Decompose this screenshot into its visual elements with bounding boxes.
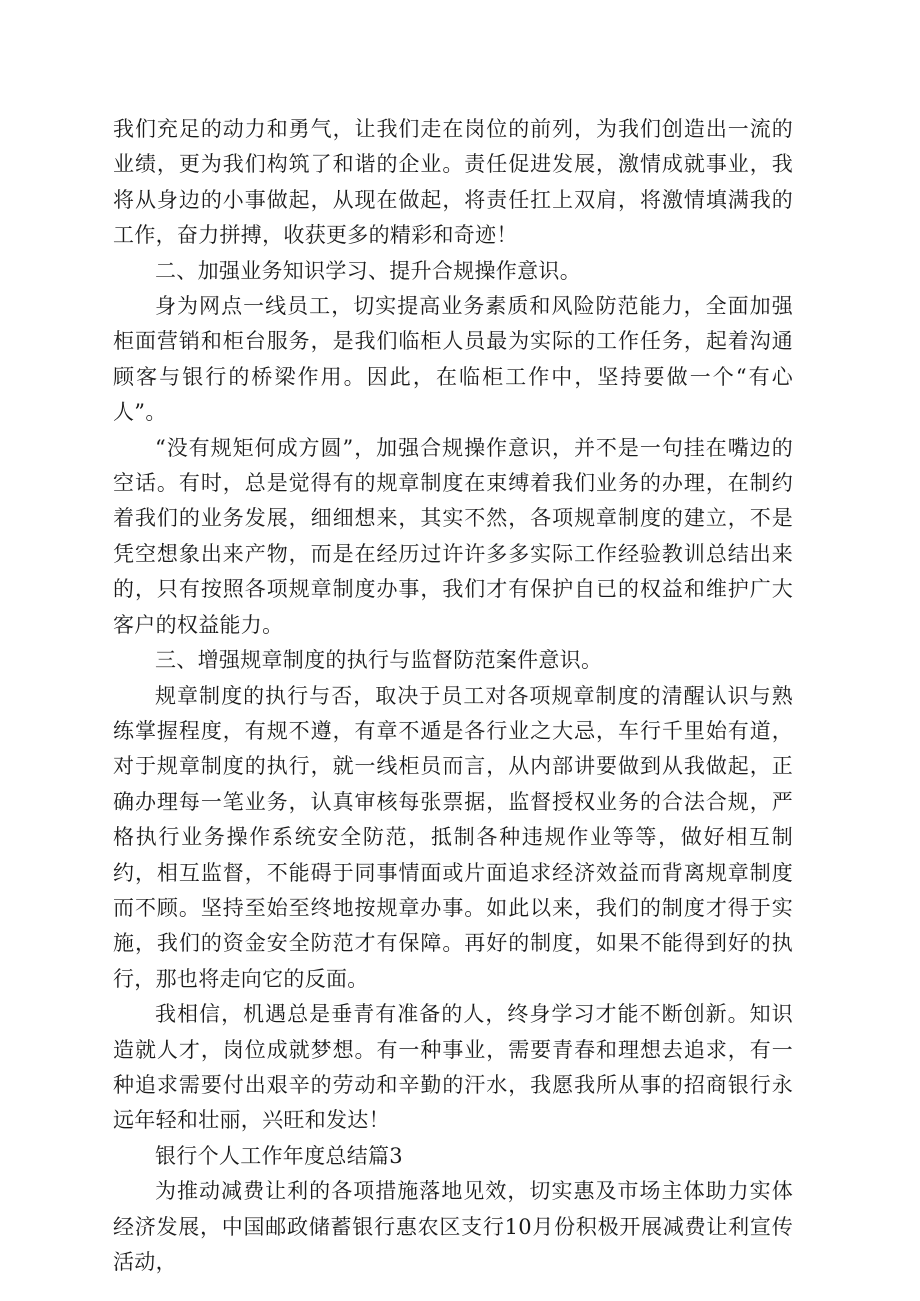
- paragraph-regulations: 规章制度的执行与否，取决于员工对各项规章制度的清醒认识与熟练掌握程度，有规不遵，有章不遁是各行业之大忌，车行千里始有道，对于规章制度的执行，就一线柜员而言，从内部讲要做到从我做起，正确办理每一笔业务，认真审核每张票据，监督授权业务的合法合规，严格执行业务操作系统安全防范，抵制各种违规作业等等，做好相互制约，相互监督，不能碍于同事情面或片面追求经济效益而背离规章制度而不顾。坚持至始至终地按规章办事。如此以来，我们的制度才得于实施，我们的资金安全防范才有保障。再好的制度，如果不能得到好的执行，那也将走向它的反面。: [113, 683, 793, 991]
- paragraph-compliance: “没有规矩何成方圆”，加强合规操作意识，并不是一句挂在嘴边的空话。有时，总是觉得有的规章制度在束缚着我们业务的办理，在制约着我们的业务发展，细细想来，其实不然，各项规章制度的建立，不是凭空想象出来产物，而是在经历过许许多多实际工作经验教训总结出来的，只有按照各项规章制度办事，我们才有保护自已的权益和维护广大客户的权益能力。: [113, 435, 793, 637]
- document-body: [113, 112, 793, 1280]
- paragraph-frontline-staff: 身为网点一线员工，切实提高业务素质和风险防范能力，全面加强柜面营销和柜台服务，是我们临柜人员最为实际的工作任务，起着沟通顾客与银行的桥梁作用。因此，在临柜工作中，坚持要做一个“有心人”。: [113, 294, 793, 425]
- paragraph-fee-reduction: 为推动减费让利的各项措施落地见效，切实惠及市场主体助力实体经济发展，中国邮政储蓄银行惠农区支行10月份积极开展减费让利宣传活动，: [113, 1179, 793, 1274]
- article-title-part3: 银行个人工作年度总结篇3: [155, 1143, 403, 1168]
- paragraph-continuation: 我们充足的动力和勇气，让我们走在岗位的前列，为我们创造出一流的业绩，更为我们构筑了和谐的企业。责任促进发展，激情成就事业，我将从身边的小事做起，从现在做起，将责任扛上双肩，将激情填满我的工作，奋力拼搏，收获更多的精彩和奇迹！: [113, 117, 793, 248]
- section-heading-three: 三、增强规章制度的执行与监督防范案件意识。: [155, 648, 603, 673]
- paragraph-belief: 我相信，机遇总是垂青有准备的人，终身学习才能不断创新。知识造就人才，岗位成就梦想。有一种事业，需要青春和理想去追求，有一种追求需要付出艰辛的劳动和辛勤的汗水，我愿我所从事的招商银行永远年轻和壮丽，兴旺和发达！: [113, 1002, 793, 1133]
- section-heading-two: 二、加强业务知识学习、提升合规操作意识。: [155, 258, 581, 283]
